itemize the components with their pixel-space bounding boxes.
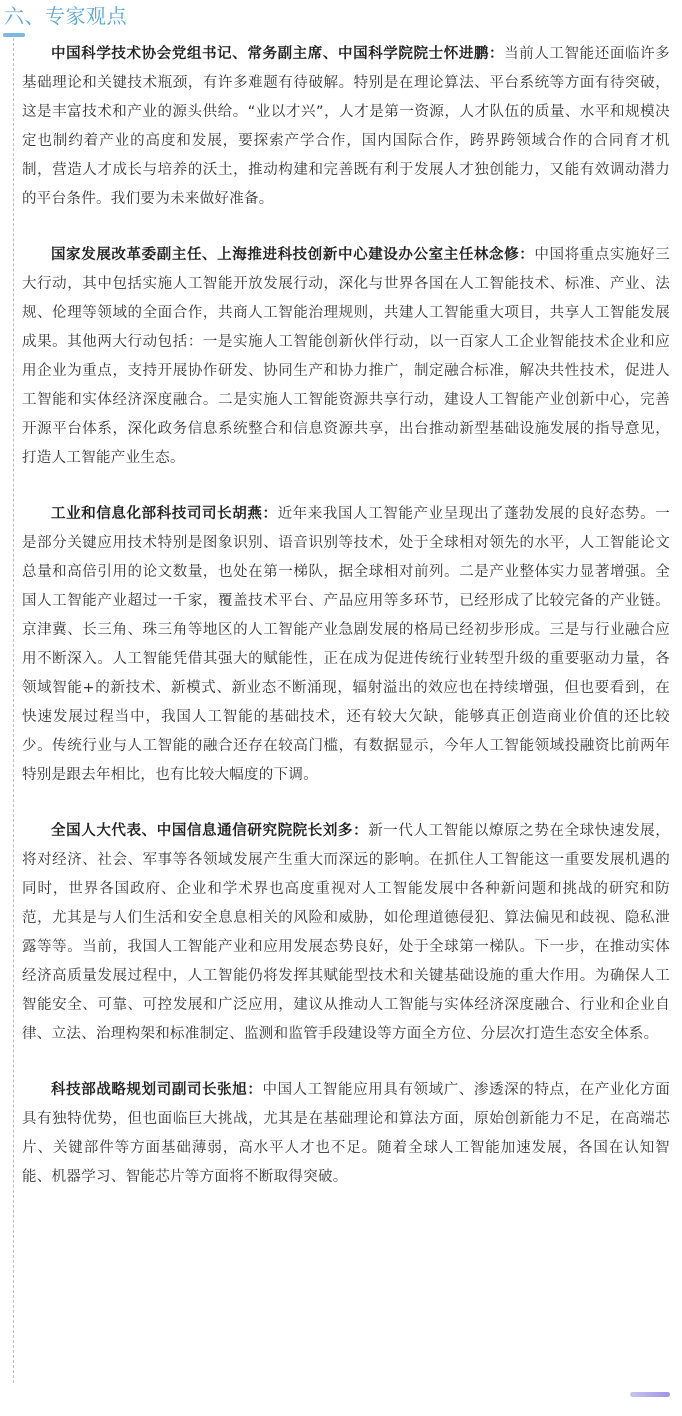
speaker-name: 工业和信息化部科技司司长胡燕： xyxy=(51,506,278,522)
expert-paragraph-lin-nianxiu xyxy=(22,241,670,473)
paragraph-text: 近年来我国人工智能产业呈现出了蓬勃发展的良好态势。一是部分关键应用技术特别是图象识别、语音识别等技术，处于全球相对领先的水平，人工智能论文总量和高倍引用的论文数量，也处在第一梯队，据全球相对前列。二是产业整体实力显著增强。全国人工智能产业超过一千家，覆盖技术平台、产品应用等多环节，已经形成了比较完备的产业链。京津冀、长三角、珠三角等地区的人工智能产业急剧发展的格局已经初步形成。三是与行业融合应用不断深入。人工智能凭借其强大的赋能性，正在成为促进传统行业转型升级的重要驱动力量，各领域智能+的新技术、新模式、新业态不断涌现，辐射溢出的效应也在持续增强，但也要看到，在快速发展过程当中，我国人工智能的基础技术，还有较大欠缺，能够真正创造商业价值的还比较少。传统行业与人工智能的融合还存在较高门槛，有数据显示，今年人工智能领域投融资比前两年特别是跟去年相比，也有比较大幅度的下调。 xyxy=(22,506,670,783)
paragraph-text: 中国人工智能应用具有领域广、渗透深的特点，在产业化方面具有独特优势，但也面临巨大挑战，尤其是在基础理论和算法方面，原始创新能力不足，在高端芯片、关键部件等方面基础薄弱，高水平人才也不足。随着全球人工智能加速发展，各国在认知智能、机器学习、智能芯片等方面将不断取得突破。 xyxy=(22,1082,670,1185)
speaker-name: 全国人大代表、中国信息通信研究院院长刘多： xyxy=(51,823,369,839)
expert-paragraph-zhang-xu xyxy=(22,1076,670,1192)
speaker-name: 国家发展改革委副主任、上海推进科技创新中心建设办公室主任林念修： xyxy=(51,247,535,263)
speaker-name: 科技部战略规划司副司长张旭： xyxy=(51,1082,263,1098)
expert-paragraph-liu-duo xyxy=(22,817,670,1049)
speaker-name: 中国科学技术协会党组书记、常务副主席、中国科学院院士怀进鹏： xyxy=(51,46,505,62)
article-body xyxy=(22,40,670,1219)
title-underline xyxy=(3,33,25,37)
paragraph-text: 中国将重点实施好三大行动，其中包括实施人工智能开放发展行动，深化与世界各国在人工智能技术、标准、产业、法规、伦理等领域的全面合作，共商人工智能治理规则，共建人工智能重大项目，共享人工智能发展成果。其他两大行动包括：一是实施人工智能创新伙伴行动，以一百家人工企业智能技术企业和应用企业为重点，支持开展协作研发、协同生产和协力推广，制定融合标准，解决共性技术，促进人工智能和实体经济深度融合。二是实施人工智能资源共享行动，建设人工智能产业创新中心，完善开源平台体系，深化政务信息系统整合和信息资源共享，出台推动新型基础设施发展的指导意见，打造人工智能产业生态。 xyxy=(22,247,670,466)
section-title: 六、专家观点 xyxy=(4,4,127,28)
section-end-bar xyxy=(630,1392,670,1397)
expert-paragraph-huai-jinpeng xyxy=(22,40,670,214)
paragraph-text: 新一代人工智能以燎原之势在全球快速发展，将对经济、社会、军事等各领域发展产生重大而深远的影响。在抓住人工智能这一重要发展机遇的同时，世界各国政府、企业和学术界也高度重视对人工智能发展中各种新问题和挑战的研究和防范，尤其是与人们生活和安全息息相关的风险和威胁，如伦理道德侵犯、算法偏见和歧视、隐私泄露等等。当前，我国人工智能产业和应用发展态势良好，处于全球第一梯队。下一步，在推动实体经济高质量发展过程中，人工智能仍将发挥其赋能型技术和关键基础设施的重大作用。为确保人工智能安全、可靠、可控发展和广泛应用，建议从推动人工智能与实体经济深度融合、行业和企业自律、立法、治理构架和标准制定、监测和监管手段建设等方面全方位、分层次打造生态安全体系。 xyxy=(22,823,670,1042)
expert-paragraph-hu-yan xyxy=(22,500,670,790)
paragraph-text: 当前人工智能还面临许多基础理论和关键技术瓶颈，有许多难题有待破解。特别是在理论算法、平台系统等方面有待突破，这是丰富技术和产业的源头供给。“业以才兴”，人才是第一资源，人才队伍的质量、水平和规模决定也制约着产业的高度和发展，要探索产学合作，国内国际合作，跨界跨领域合作的合同育才机制，营造人才成长与培养的沃土，推动构建和完善既有利于发展人才独创能力，又能有效调动潜力的平台条件。我们要为未来做好准备。 xyxy=(22,46,670,207)
left-dashed-rule xyxy=(13,38,14,1383)
